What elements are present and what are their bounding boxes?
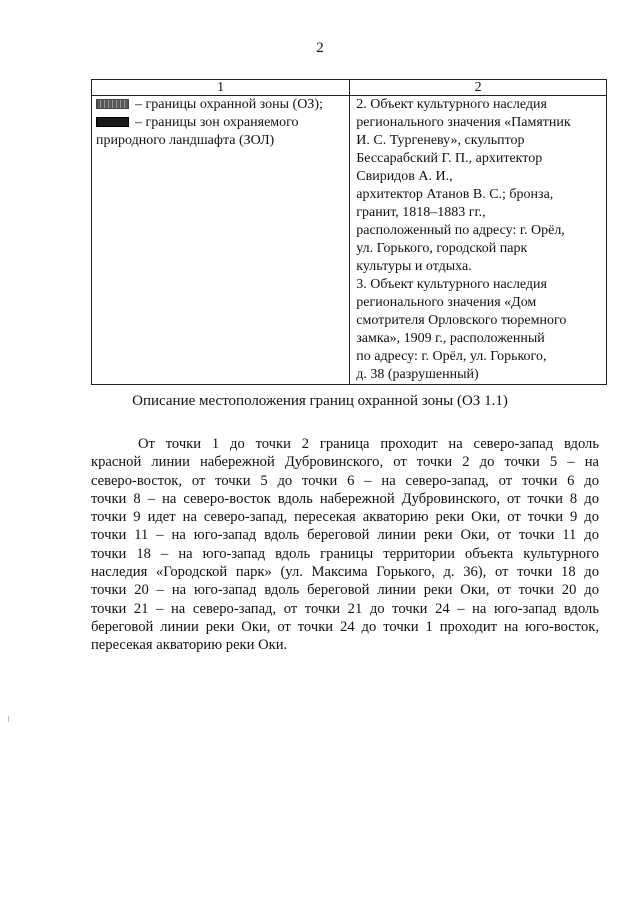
boundary-description-paragraph — [91, 435, 599, 655]
object-text-line: по адресу: г. Орёл, ул. Горького, — [356, 349, 547, 364]
column-header-2: 2 — [350, 80, 607, 96]
object-text-line: регионального значения «Дом — [356, 295, 537, 310]
object-text-line: 3. Объект культурного наследия — [356, 277, 547, 292]
legend-item-oz — [96, 96, 345, 114]
object-text-line: архитектор Атанов В. С.; бронза, — [356, 187, 554, 202]
table-header-row — [92, 80, 607, 96]
paragraph-line: точки 20 – на юго-запад вдоль береговой линии реки Оки, от точки 20 до — [91, 582, 599, 599]
section-heading: Описание местоположения границ охранной зоны (ОЗ 1.1) — [132, 393, 508, 409]
scan-margin-mark — [8, 716, 9, 722]
object-text-line: гранит, 1818–1883 гг., — [356, 205, 486, 220]
zol-solid-swatch-icon — [96, 117, 129, 127]
paragraph-line: береговой линии реки Оки, от точки 24 до точки 1 проходит на юго-восток, — [91, 618, 599, 635]
object-text-line: смотрителя Орловского тюремного — [356, 313, 567, 328]
object-text-line: И. С. Тургеневу», скульптор — [356, 133, 525, 148]
paragraph-line: точки 11 – на юго-запад вдоль береговой линии реки Оки, от точки 11 до — [91, 527, 599, 544]
legend-item-zol-label: – границы зон охраняемого — [135, 115, 299, 130]
object-text-line: Свиридов А. И., — [356, 169, 453, 184]
paragraph-line: точки 18 – на юго-запад вдоль границы территории объекта культурного — [91, 545, 599, 562]
object-text-line: культуры и отдыха. — [356, 259, 472, 274]
object-text-line: Бессарабский Г. П., архитектор — [356, 151, 543, 166]
object-text-line: д. 38 (разрушенный) — [356, 367, 479, 382]
paragraph-line: точки 9 идет на северо-запад, пересекая акваторию реки Оки, от точки 9 до — [91, 509, 599, 526]
legend-item-oz-label: – границы охранной зоны (ОЗ); — [135, 97, 323, 112]
paragraph-line: От точки 1 до точки 2 граница проходит на северо-запад вдоль — [138, 436, 599, 452]
paragraph-line: пересекая акваторию реки Оки. — [91, 637, 288, 654]
oz-hatched-swatch-icon — [96, 99, 129, 109]
table-body-row — [92, 96, 607, 385]
legend-item-zol — [96, 114, 345, 132]
objects-cell — [350, 96, 607, 385]
legend-cell — [92, 96, 350, 385]
paragraph-line: северо-восток, от точки 5 до точки 6 – на северо-запад, от точки 6 до — [91, 472, 599, 489]
legend-item-zol-continuation: природного ландшафта (ЗОЛ) — [96, 133, 275, 148]
legend-objects-table — [91, 79, 607, 385]
object-text-line: ул. Горького, городской парк — [356, 241, 528, 256]
column-header-1: 1 — [92, 80, 350, 96]
object-text-line: замка», 1909 г., расположенный — [356, 331, 545, 346]
object-text-line: регионального значения «Памятник — [356, 115, 571, 130]
paragraph-line: точки 8 – на северо-восток вдоль набережной Дубровинского, от точки 8 до — [91, 490, 599, 507]
object-text-line: 2. Объект культурного наследия — [356, 97, 547, 112]
paragraph-line: наследия «Городской парк» (ул. Максима Горького, д. 36), от точки 18 до — [91, 564, 599, 581]
page-number: 2 — [316, 40, 324, 56]
object-text-line: расположенный по адресу: г. Орёл, — [356, 223, 565, 238]
paragraph-line: красной линии набережной Дубровинского, от точки 2 до точки 5 – на — [91, 454, 599, 471]
paragraph-line: точки 21 – на северо-запад, от точки 21 до точки 24 – на юго-запад вдоль — [91, 600, 599, 617]
